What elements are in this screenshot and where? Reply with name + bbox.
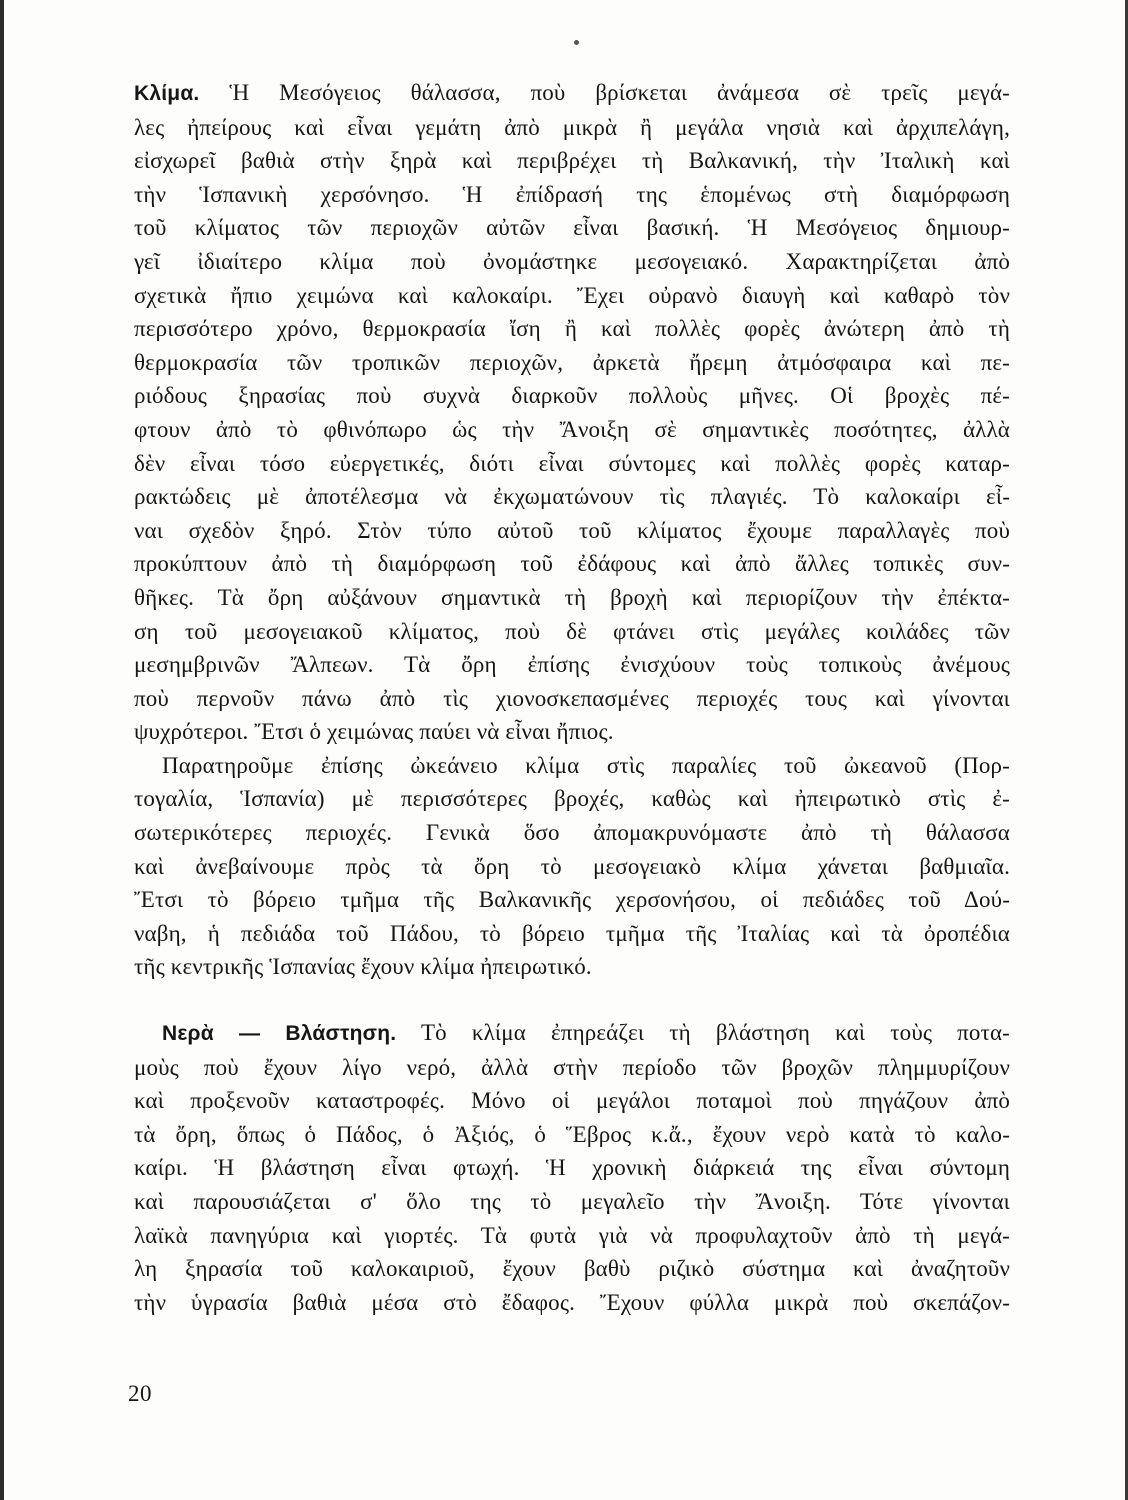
text-line: σωτερικότερες περιοχές. Γενικὰ ὅσο ἀπομακρυνόμαστε ἀπὸ τὴ θάλασσα [134, 820, 1010, 846]
text-line: τὰ ὄρη, ὅπως ὁ Πάδος, ὁ Ἀξιός, ὁ Ἕβρος κ.ἄ., ἔχουν νερὸ κατὰ τὸ καλο- [134, 1121, 1010, 1147]
text-line: δὲν εἶναι τόσο εὐεργετικές, διότι εἶναι σύντομες καὶ πολλὲς φορὲς καταρ- [134, 450, 1010, 476]
text-line: ρακτώδεις μὲ ἀποτέλεσμα νὰ ἐκχωματώνουν τὶς πλαγιές. Τὸ καλοκαίρι εἶ- [134, 484, 1010, 510]
text-line: καίρι. Ἡ βλάστηση εἶναι φτωχή. Ἡ χρονικὴ διάρκειά της εἶναι σύντομη [134, 1155, 1010, 1181]
heading-nera: Νερὰ — Βλάστηση. [162, 1022, 397, 1046]
text-line: τὴν Ἱσπανικὴ χερσόνησο. Ἡ ἐπίδρασή της ἑπομένως στὴ διαμόρφωση [134, 181, 1010, 207]
text-line: Ἔτσι τὸ βόρειο τμῆμα τῆς Βαλκανικῆς χερσονήσου, οἱ πεδιάδες τοῦ Δού- [134, 887, 1010, 913]
text-line: θερμοκρασία τῶν τροπικῶν περιοχῶν, ἀρκετὰ ἤρεμη ἀτμόσφαιρα καὶ πε- [134, 349, 1010, 375]
text-line: Κλίμα. Ἡ Μεσόγειος θάλασσα, ποὺ βρίσκεται ἀνάμεσα σὲ τρεῖς μεγά- [134, 80, 1010, 105]
text-line: λη ξηρασία τοῦ καλοκαιριοῦ, ἔχουν βαθὺ ριζικὸ σύστημα καὶ ἀναζητοῦν [134, 1256, 1010, 1282]
scan-edge-left [0, 0, 4, 1500]
text-line: τῆς κεντρικῆς Ἱσπανίας ἔχουν κλίμα ἠπειρωτικό. [134, 954, 592, 980]
text-line: λαϊκὰ πανηγύρια καὶ γιορτές. Τὰ φυτὰ γιὰ νὰ προφυλαχτοῦν ἀπὸ τὴ μεγά- [134, 1222, 1010, 1248]
text-line: φτουν ἀπὸ τὸ φθινόπωρο ὡς τὴν Ἄνοιξη σὲ σημαντικὲς ποσότητες, ἀλλὰ [134, 416, 1010, 442]
text-line: γεῖ ἰδιαίτερο κλίμα ποὺ ὀνομάστηκε μεσογειακό. Χαρακτηρίζεται ἀπὸ [134, 248, 1010, 274]
paragraph-nera [134, 1016, 1010, 1319]
text-line: ριόδους ξηρασίας ποὺ συχνὰ διαρκοῦν πολλοὺς μῆνες. Οἱ βροχὲς πέ- [134, 383, 1010, 409]
text-line: ση τοῦ μεσογειακοῦ κλίματος, ποὺ δὲ φτάνει στὶς μεγάλες κοιλάδες τῶν [134, 618, 1010, 644]
paragraph-klima-1 [134, 76, 1010, 749]
text-line: καὶ ἀνεβαίνουμε πρὸς τὰ ὄρη τὸ μεσογειακὸ κλίμα χάνεται βαθμιαῖα. [134, 853, 1010, 879]
text-line: ποὺ περνοῦν πάνω ἀπὸ τὶς χιονοσκεπασμένες περιοχές τους καὶ γίνονται [134, 685, 1010, 711]
text-line: θῆκες. Τὰ ὄρη αὐξάνουν σημαντικὰ τὴ βροχὴ καὶ περιορίζουν τὴν ἐπέκτα- [134, 584, 1010, 610]
print-speck [574, 40, 579, 45]
text-line: εἰσχωρεῖ βαθιὰ στὴν ξηρὰ καὶ περιβρέχει τὴ Βαλκανική, τὴν Ἰταλικὴ καὶ [134, 148, 1010, 174]
text-line: ναι σχεδὸν ξηρό. Στὸν τύπο αὐτοῦ τοῦ κλίματος ἔχουμε παραλλαγὲς ποὺ [134, 517, 1010, 543]
text-line: περισσότερο χρόνο, θερμοκρασία ἴση ἢ καὶ πολλὲς φορὲς ἀνώτερη ἀπὸ τὴ [134, 316, 1010, 342]
heading-klima: Κλίμα. [134, 82, 200, 105]
text-line: λες ἠπείρους καὶ εἶναι γεμάτη ἀπὸ μικρὰ ἢ μεγάλα νησιὰ καὶ ἀρχιπελάγη, [134, 114, 1010, 140]
text-line: καὶ προξενοῦν καταστροφές. Μόνο οἱ μεγάλοι ποταμοὶ ποὺ πηγάζουν ἀπὸ [134, 1088, 1010, 1114]
text-line: ψυχρότεροι. Ἔτσι ὁ χειμώνας παύει νὰ εἶναι ἤπιος. [134, 719, 614, 745]
text-line: Νερὰ — Βλάστηση. Τὸ κλίμα ἐπηρεάζει τὴ βλάστηση καὶ τοὺς ποτα- [162, 1020, 1010, 1046]
text-column [134, 76, 1010, 1319]
page-number: 20 [128, 1381, 152, 1406]
text-line: τογαλία, Ἱσπανία) μὲ περισσότερες βροχές, καθὼς καὶ ἠπειρωτικὸ στὶς ἐ- [134, 786, 1010, 812]
text-line: τὴν ὑγρασία βαθιὰ μέσα στὸ ἔδαφος. Ἔχουν φύλλα μικρὰ ποὺ σκεπάζον- [134, 1289, 1010, 1315]
text-line: μοὺς ποὺ ἔχουν λίγο νερό, ἀλλὰ στὴν περίοδο τῶν βροχῶν πλημμυρίζουν [134, 1054, 1010, 1080]
text-line: προκύπτουν ἀπὸ τὴ διαμόρφωση τοῦ ἐδάφους καὶ ἀπὸ ἄλλες τοπικὲς συν- [134, 551, 1010, 577]
text-line: μεσημβρινῶν Ἄλπεων. Τὰ ὄρη ἐπίσης ἐνισχύουν τοὺς τοπικοὺς ἀνέμους [134, 652, 1010, 678]
text-line: σχετικὰ ἤπιο χειμώνα καὶ καλοκαίρι. Ἔχει οὐρανὸ διαυγὴ καὶ καθαρὸ τὸν [134, 282, 1010, 308]
text-line: Παρατηροῦμε ἐπίσης ὠκεάνειο κλίμα στὶς παραλίες τοῦ ὠκεανοῦ (Πορ- [162, 752, 1010, 778]
paragraph-klima-2 [134, 749, 1010, 984]
text-line: καὶ παρουσιάζεται σ' ὅλο της τὸ μεγαλεῖο τὴν Ἄνοιξη. Τότε γίνονται [134, 1189, 1010, 1214]
text-line: τοῦ κλίματος τῶν περιοχῶν αὐτῶν εἶναι βασική. Ἡ Μεσόγειος δημιουρ- [134, 215, 1010, 241]
text-line: ναβη, ἡ πεδιάδα τοῦ Πάδου, τὸ βόρειο τμῆμα τῆς Ἰταλίας καὶ τὰ ὀροπέδια [134, 920, 1010, 946]
